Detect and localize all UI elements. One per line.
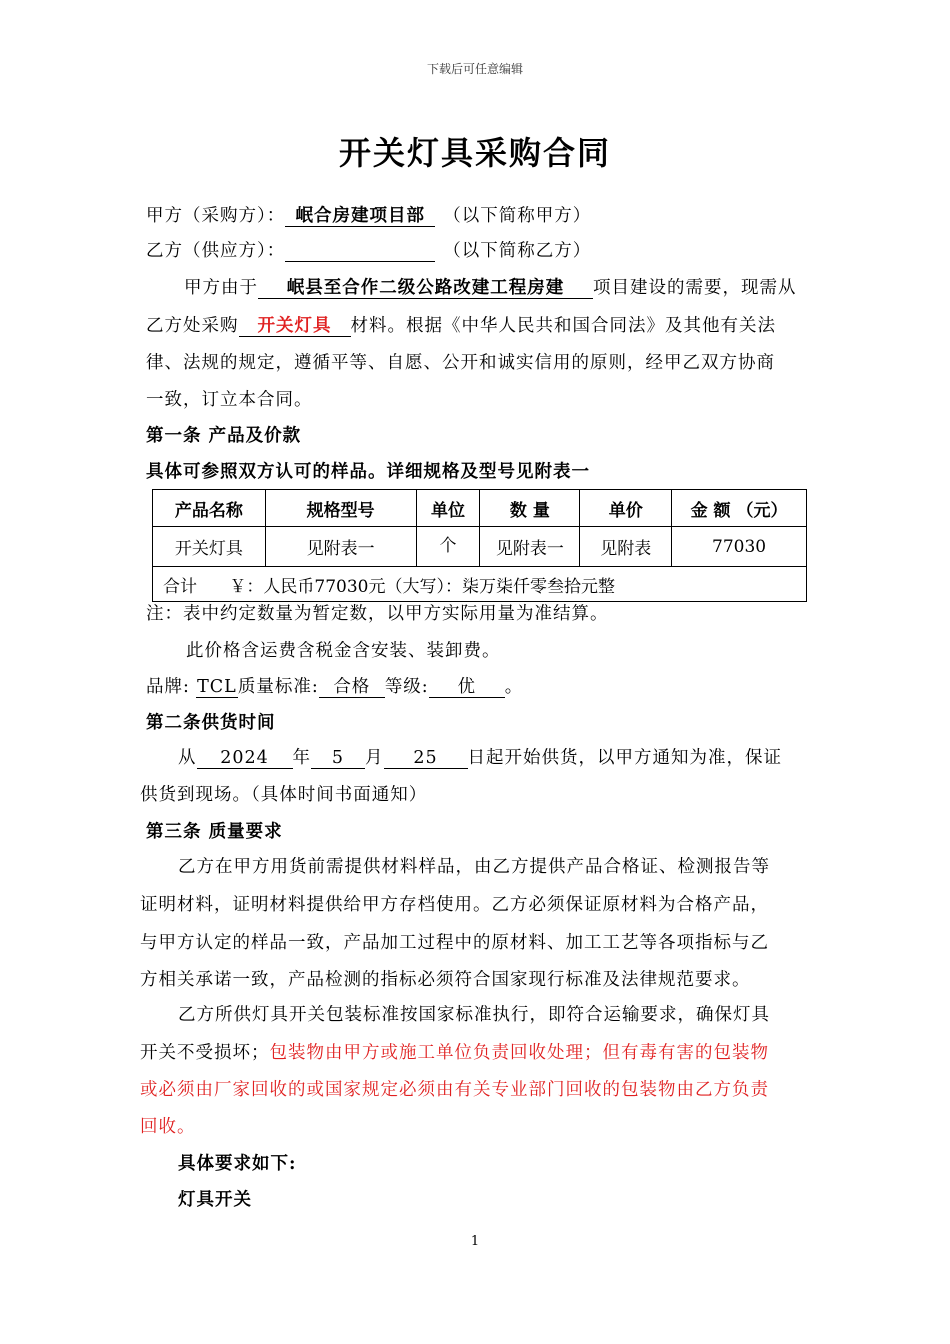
p2-red-text: 包装物由甲方或施工单位负责回收处理；但有毒有害的包装物 (269, 1043, 769, 1063)
party-a-label: 甲方（采购方）： (146, 206, 286, 226)
party-b-line (146, 237, 591, 262)
header-note: 下载后可任意编辑 (426, 62, 523, 76)
header-cell: 产品名称 (153, 490, 266, 527)
article-3-p1-line: 证明材料，证明材料提供给甲方存档使用。乙方必须保证原材料为合格产品， (140, 895, 769, 915)
table-cell: 见附表一 (265, 527, 416, 567)
table-cell: 开关灯具 (153, 527, 266, 567)
start-day: 25 (384, 749, 468, 769)
intro-line-4: 一致，订立本合同。 (146, 390, 313, 410)
brand-line (146, 673, 523, 698)
article-2-heading: 第二条供货时间 (146, 713, 276, 733)
article-3-p2-line: 乙方所供灯具开关包装标准按国家标准执行，即符合运输要求，确保灯具 (178, 1005, 770, 1025)
article-3-p2-line (140, 1039, 769, 1064)
project-name: 岷县至合作二级公路改建工程房建 (258, 279, 593, 299)
header-cell: 单价 (580, 490, 672, 527)
total-cell: 合计 ￥：人民币77030元（大写）：柒万柒仟零叁拾元整 (153, 567, 807, 602)
article-3-p2-line: 或必须由厂家回收的或国家规定必须由有关专业部门回收的包装物由乙方负责 (140, 1080, 769, 1100)
from-text: 从 (178, 748, 197, 768)
header-cell: 单位 (416, 490, 480, 527)
article-3-p1-line: 与甲方认定的样品一致，产品加工过程中的原材料、加工工艺等各项指标与乙 (140, 933, 769, 953)
article-1-sub: 具体可参照双方认可的样品。详细规格及型号见附表一 (146, 462, 590, 482)
p2-black-text: 开关不受损坏； (140, 1043, 270, 1063)
brand-end: 。 (504, 677, 524, 697)
article-2-line-1 (178, 744, 782, 769)
article-3-heading: 第三条 质量要求 (146, 822, 283, 842)
page-number: 1 (470, 1234, 480, 1249)
party-a-name: 岷合房建项目部 (285, 207, 435, 227)
intro-line-1 (184, 274, 797, 299)
article-1-heading: 第一条 产品及价款 (146, 426, 302, 446)
lamp-switch-heading: 灯具开关 (178, 1190, 252, 1210)
brand-label: 品牌: (146, 677, 190, 697)
quality-value: 合格 (319, 678, 385, 698)
party-b-name (285, 242, 435, 262)
grade-value: 优 (429, 678, 505, 698)
party-a-line (146, 202, 591, 227)
party-b-label: 乙方（供应方）： (146, 241, 286, 261)
supply-text: 日起开始供货，以甲方通知为准，保证 (467, 748, 782, 768)
note-2: 此价格含运费含税金含安装、装卸费。 (186, 641, 501, 661)
intro-text: 乙方处采购 (146, 316, 239, 336)
brand-value: TCL (197, 677, 237, 697)
requirements-heading: 具体要求如下: (178, 1154, 297, 1174)
grade-label: 等级: (384, 677, 429, 697)
intro-text: 材料。根据《中华人民共和国合同法》及其他有关法 (350, 316, 776, 336)
quality-label: 质量标准: (237, 677, 319, 697)
note-1: 注：表中约定数量为暂定数，以甲方实际用量为准结算。 (146, 604, 609, 624)
start-month: 5 (311, 749, 365, 769)
table-cell: 77030 (672, 527, 807, 567)
party-b-suffix: （以下简称乙方） (443, 241, 592, 261)
party-a-suffix: （以下简称甲方） (443, 206, 592, 226)
table-cell: 见附表一 (480, 527, 580, 567)
header-cell: 数 量 (480, 490, 580, 527)
start-year: 2024 (197, 749, 293, 769)
material-name: 开关灯具 (239, 317, 351, 337)
header-cell: 金 额 （元） (672, 490, 807, 527)
price-table (152, 489, 807, 602)
header-cell: 规格型号 (265, 490, 416, 527)
article-3-p1-line: 方相关承诺一致，产品检测的指标必须符合国家现行标准及法律规范要求。 (140, 970, 751, 990)
article-2-line-2: 供货到现场。（具体时间书面通知） (140, 785, 428, 805)
article-3-p2-line: 回收。 (140, 1117, 196, 1137)
intro-line-2 (146, 312, 776, 337)
year-unit: 年 (292, 748, 311, 768)
table-cell: 个 (416, 527, 480, 567)
table-header-row (153, 490, 807, 527)
article-3-p1-line: 乙方在甲方用货前需提供材料样品，由乙方提供产品合格证、检测报告等 (178, 857, 770, 877)
table-cell: 见附表 (580, 527, 672, 567)
intro-text: 甲方由于 (184, 278, 258, 298)
table-total-row (153, 567, 807, 602)
table-row (153, 527, 807, 567)
month-unit: 月 (365, 748, 384, 768)
intro-text: 项目建设的需要，现需从 (593, 278, 797, 298)
contract-title: 开关灯具采购合同 (338, 134, 611, 172)
intro-line-3: 律、法规的规定，遵循平等、自愿、公开和诚实信用的原则，经甲乙双方协商 (146, 353, 775, 373)
